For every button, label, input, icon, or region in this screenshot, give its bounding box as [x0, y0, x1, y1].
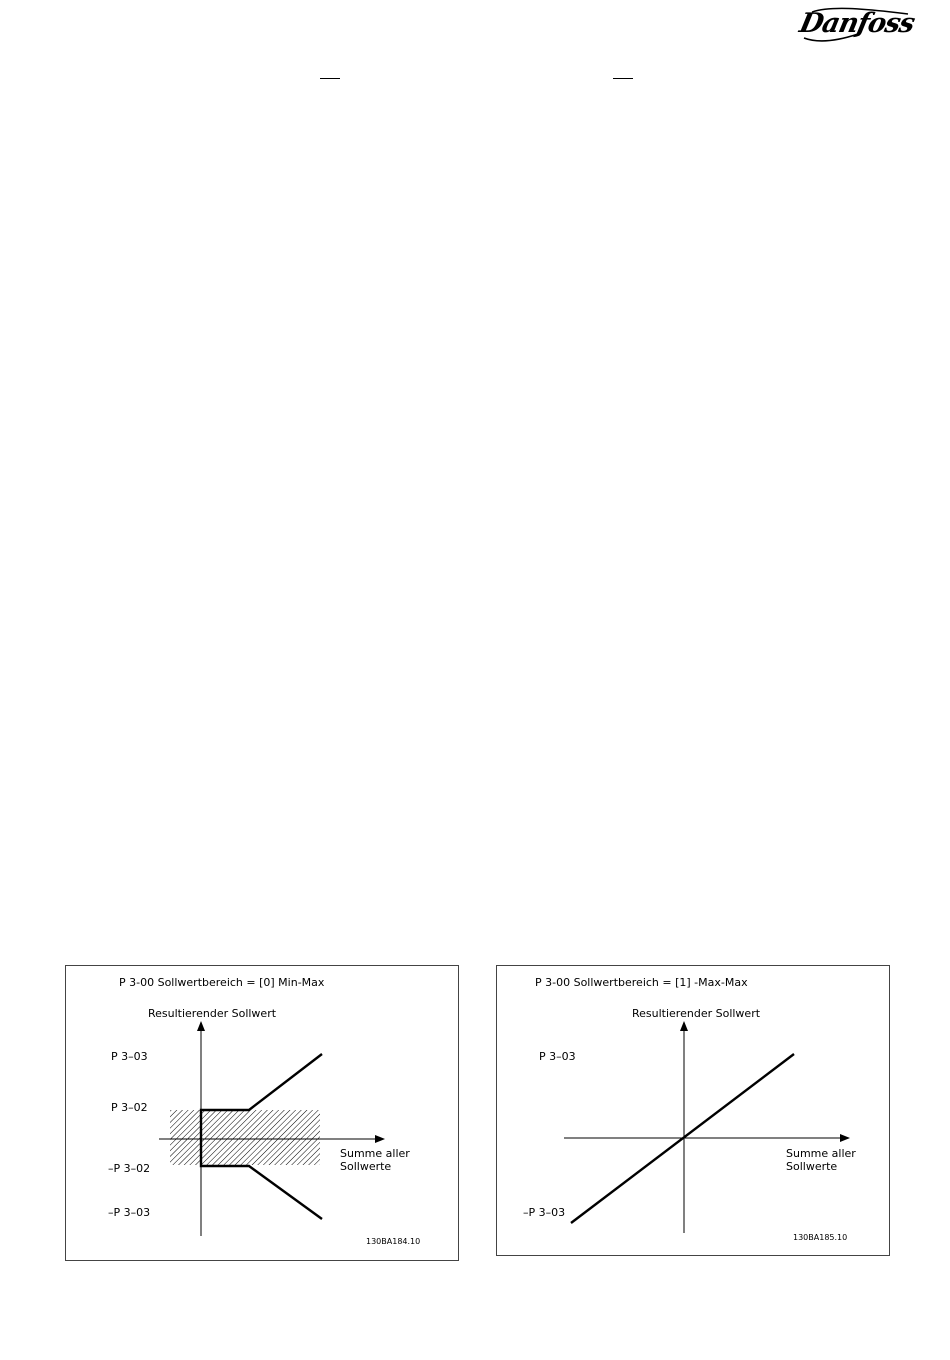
y-axis-label: Resultierender Sollwert: [148, 1007, 277, 1020]
x-axis-label-line2: Sollwerte: [340, 1160, 392, 1173]
hatched-band: [170, 1110, 320, 1165]
label-p-3-02: P 3–02: [111, 1101, 148, 1114]
figure-code: 130BA185.10: [793, 1233, 848, 1242]
label-neg-p-3-03: –P 3–03: [108, 1206, 151, 1219]
x-axis-label-line2: Sollwerte: [786, 1160, 838, 1173]
logo-swash-icon: [800, 4, 912, 44]
brand-wordmark: Danfoss: [796, 8, 917, 39]
header-rule-left: [320, 78, 340, 79]
y-axis-label: Resultierender Sollwert: [632, 1007, 761, 1020]
figure-min-max: [65, 965, 459, 1261]
x-axis-label-line1: Summe aller: [340, 1147, 410, 1160]
diagram-min-max: [66, 966, 458, 1260]
figure-title: P 3-00 Sollwertbereich = [0] Min-Max: [119, 976, 325, 989]
danfoss-logo: [796, 4, 917, 44]
figure-code: 130BA184.10: [366, 1237, 421, 1246]
x-axis-label-line1: Summe aller: [786, 1147, 856, 1160]
diagram-neg-max-max: [497, 966, 889, 1255]
label-neg-p-3-02: –P 3–02: [108, 1162, 151, 1175]
figure-neg-max-max: [496, 965, 890, 1256]
header-rule-right: [613, 78, 633, 79]
label-p-3-03: P 3–03: [111, 1050, 148, 1063]
label-p-3-03: P 3–03: [539, 1050, 576, 1063]
label-neg-p-3-03: –P 3–03: [523, 1206, 566, 1219]
figure-title: P 3-00 Sollwertbereich = [1] -Max-Max: [535, 976, 748, 989]
